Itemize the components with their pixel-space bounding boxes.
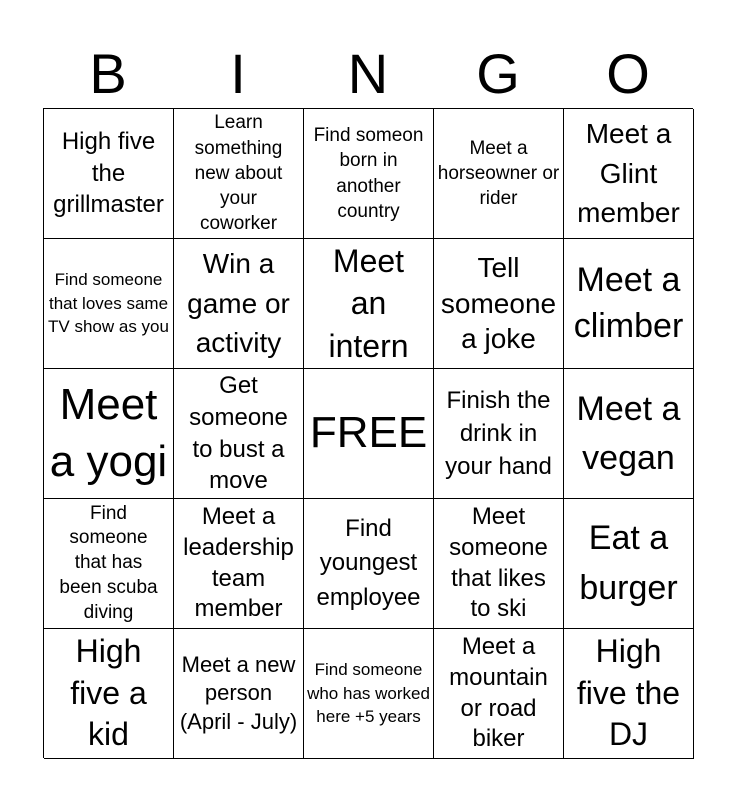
bingo-cell[interactable] (434, 499, 564, 629)
bingo-header (43, 40, 693, 108)
bingo-cell[interactable] (434, 629, 564, 759)
cell-text: Meet a horseowner or rider (437, 137, 560, 210)
header-letter-g: G (476, 42, 520, 105)
bingo-cell[interactable] (564, 629, 694, 759)
cell-text: Meet a mountain or road biker (449, 633, 548, 753)
bingo-cell[interactable] (44, 369, 174, 499)
bingo-cell[interactable] (174, 499, 304, 629)
header-letter-n: N (347, 42, 389, 105)
bingo-cell[interactable] (564, 239, 694, 369)
cell-text: Meet a Glint member (577, 117, 680, 229)
cell-text: Get someone to bust a move (189, 371, 288, 495)
cell-text: High five the DJ (576, 633, 681, 753)
free-cell[interactable] (304, 369, 434, 499)
bingo-cell[interactable] (564, 369, 694, 499)
cell-text: High five a kid (70, 633, 147, 753)
cell-text: Find youngest employee (316, 515, 421, 611)
cell-text: Find someon born in another country (313, 124, 424, 222)
cell-text: Meet a new person (April - July) (179, 651, 298, 734)
cell-text: Eat a burger (579, 519, 678, 607)
cell-text: Win a game or activity (187, 247, 290, 359)
cell-text: Tell someone a joke (440, 252, 557, 355)
cell-text: High five the grillmaster (53, 127, 164, 219)
bingo-cell[interactable] (44, 499, 174, 629)
bingo-cell[interactable] (434, 239, 564, 369)
cell-text: Meet a vegan (576, 390, 681, 477)
bingo-cell[interactable] (304, 109, 434, 239)
cell-text: Meet an intern (328, 243, 409, 364)
bingo-cell[interactable] (44, 109, 174, 239)
free-text: FREE (309, 408, 428, 458)
bingo-cell[interactable] (304, 629, 434, 759)
bingo-cell[interactable] (304, 499, 434, 629)
cell-text: Find someone that loves same TV show as you (48, 269, 169, 337)
bingo-cell[interactable] (174, 239, 304, 369)
bingo-cell[interactable] (44, 629, 174, 759)
cell-text: Meet a climber (573, 260, 684, 345)
cell-text: Find someone that has been scuba diving (59, 502, 158, 623)
header-letter-o: O (606, 42, 650, 105)
bingo-board (43, 108, 693, 758)
bingo-cell[interactable] (434, 369, 564, 499)
bingo-cell[interactable] (434, 109, 564, 239)
bingo-cell[interactable] (304, 239, 434, 369)
bingo-cell[interactable] (174, 109, 304, 239)
cell-text: Find someone who has worked here +5 years (307, 660, 430, 727)
bingo-cell[interactable] (564, 109, 694, 239)
cell-text: Meet someone that likes to ski (449, 503, 548, 623)
bingo-cell[interactable] (564, 499, 694, 629)
cell-text: Meet a yogi (49, 380, 168, 486)
header-letter-i: I (230, 42, 246, 105)
bingo-cell[interactable] (44, 239, 174, 369)
cell-text: Meet a leadership team member (183, 503, 294, 623)
header-letter-b: B (89, 42, 127, 105)
bingo-cell[interactable] (174, 369, 304, 499)
cell-text: Learn something new about your coworker (194, 112, 283, 235)
bingo-cell[interactable] (174, 629, 304, 759)
cell-text: Finish the drink in your hand (445, 386, 552, 481)
